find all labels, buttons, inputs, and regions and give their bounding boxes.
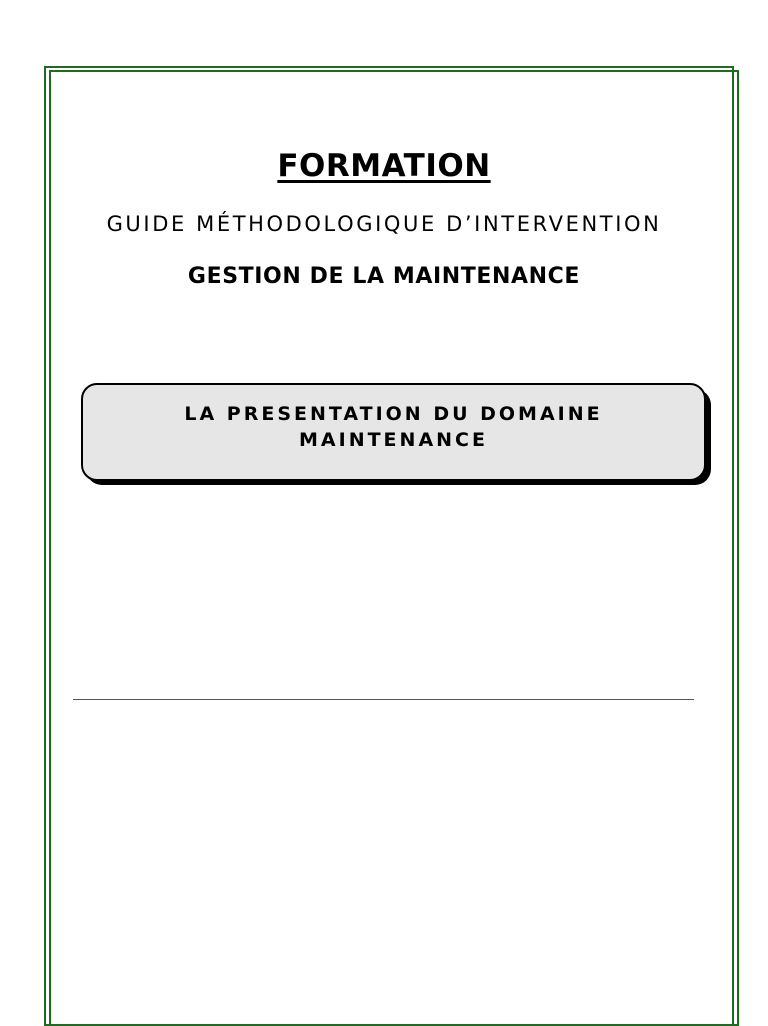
document-subtitle: GUIDE MÉTHODOLOGIQUE D’INTERVENTION (106, 212, 662, 236)
horizontal-divider (73, 699, 694, 700)
document-heading: GESTION DE LA MAINTENANCE (187, 264, 581, 289)
banner-line-1: LA PRESENTATION DU DOMAINE (184, 403, 603, 425)
banner-line-2: MAINTENANCE (299, 429, 488, 451)
module-title-banner (81, 383, 706, 481)
document-title: FORMATION (277, 148, 491, 184)
